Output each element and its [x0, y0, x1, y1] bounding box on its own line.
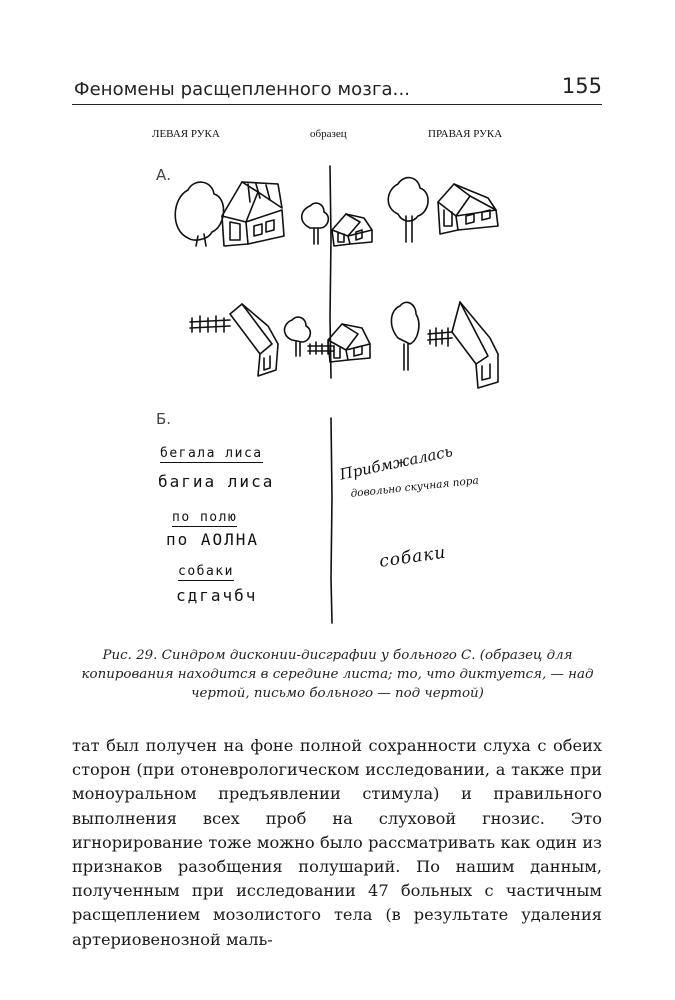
- sample-tree-2: [285, 317, 311, 356]
- right-hand-writing-line-1: Прибмжалась: [338, 442, 455, 484]
- right-hand-writing-line-3: собаки: [378, 542, 448, 572]
- figure-29: [150, 118, 535, 638]
- dictated-text-1: бегала лиса: [160, 446, 263, 461]
- right-hand-tree-2: [391, 302, 418, 370]
- patient-writing-3: сдгачбч: [176, 586, 258, 605]
- left-hand-label: ЛЕВАЯ РУКА: [152, 128, 220, 140]
- running-title: Феномены расщепленного мозга...: [74, 79, 411, 100]
- left-hand-tree-1: [175, 182, 223, 246]
- patient-writing-1: багиа лиса: [158, 472, 275, 491]
- dictated-text-2: по полю: [172, 510, 238, 525]
- sample-house-1: [332, 214, 372, 246]
- right-hand-fence-house-2: [428, 302, 498, 388]
- right-hand-label: ПРАВАЯ РУКА: [428, 128, 503, 140]
- right-hand-writing-line-2: довольно скучная пора: [350, 474, 480, 500]
- body-paragraph: тат был получен на фоне полной сохранности слуха с обеих сторон (при отоневрологическом исследовании, а также при моноуральном предъявлении стимула) и правильного выполнения всех проб на слуховой гнозис. Это игнорирование тоже можно было рассматривать как один из признаков разобщения полушарий. По нашим данным, полученным при исследовании 47 больных с частичным расщеплением мозолистого тела (в результате удаления артериовенозной маль-: [72, 736, 602, 949]
- left-hand-fence-house-2: [190, 304, 278, 376]
- running-head: [72, 70, 602, 105]
- panel-a-label: А.: [156, 166, 172, 184]
- sample-label: образец: [310, 128, 347, 140]
- left-hand-house-1: [222, 182, 284, 246]
- panel-b-label: Б.: [156, 410, 172, 428]
- right-hand-house-1: [438, 184, 498, 234]
- page-number: 155: [561, 74, 602, 98]
- center-divider-line: [330, 166, 332, 623]
- dictated-text-3: собаки: [178, 564, 234, 579]
- figure-caption: Рис. 29. Синдром дисконии-дисграфии у больного С. (образец для копирования находится в середине листа; то, что диктуется, — над чертой, письмо больного — под чертой): [81, 648, 594, 701]
- patient-writing-2: по АОЛНА: [166, 530, 260, 549]
- right-hand-tree-1: [388, 178, 428, 242]
- sample-tree-1: [302, 203, 329, 244]
- figure-drawings: [150, 118, 535, 638]
- sample-fence-house-2: [308, 324, 370, 362]
